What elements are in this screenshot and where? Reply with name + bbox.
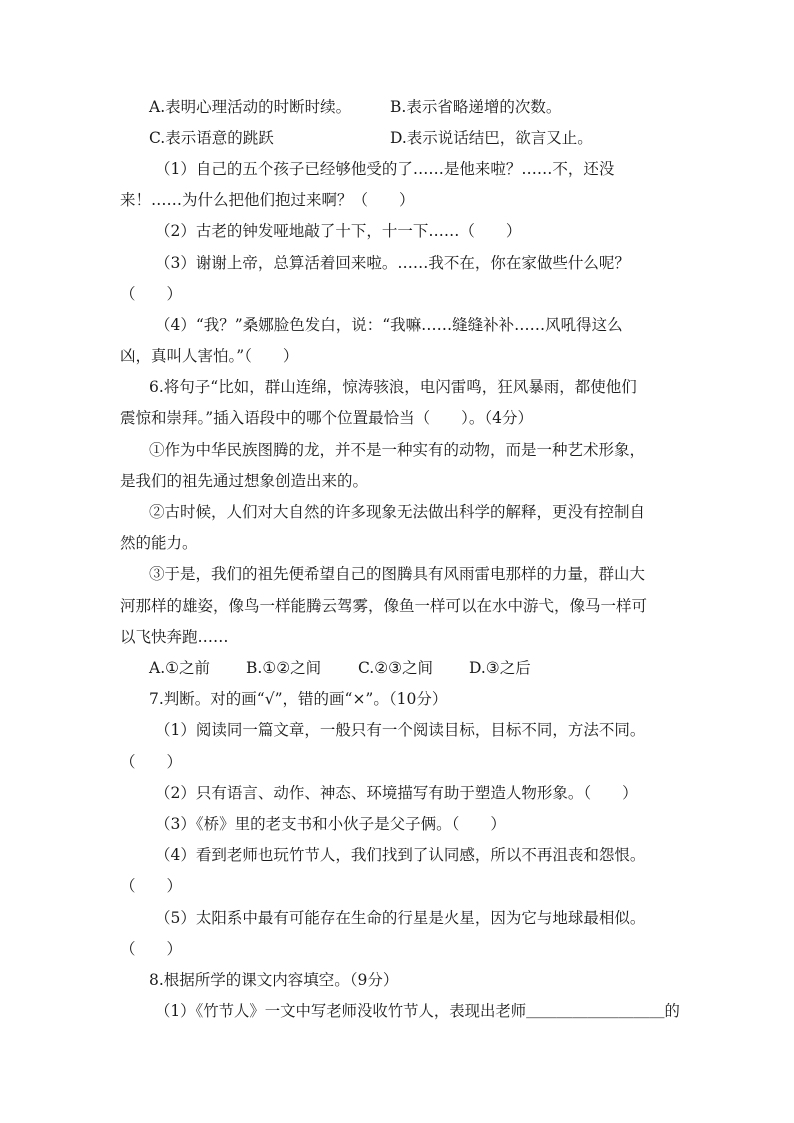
q5-item3-line2: （ ） (120, 285, 183, 303)
q7-item1-line1: （1）阅读同一篇文章，一般只有一个阅读目标，目标不同，方法不同。 (155, 721, 646, 739)
q5-item3-line1: （3）谢谢上帝，总算活着回来啦。……我不在，你在家做些什么呢？ (155, 254, 630, 272)
q7-item3: （3）《桥》里的老支书和小伙子是父子俩。（ ） (155, 815, 506, 833)
q5-option-c: C.表示语意的跳跃 (149, 129, 274, 147)
q5-option-a: A.表明心理活动的时断时续。 (149, 98, 352, 116)
q7-item2: （2）只有语言、动作、神态、环境描写有助于塑造人物形象。（ ） (155, 784, 638, 802)
q6-option-a: A.①之前 (149, 659, 211, 677)
q7-item4-line2: （ ） (120, 877, 183, 895)
q8-item1-line1: （1）《竹节人》一文中写老师没收竹节人，表现出老师＿＿＿＿＿＿＿＿＿的 (155, 1002, 680, 1020)
q6-paragraph1-line2: 是我们的祖先通过想象创造出来的。 (120, 472, 369, 490)
q5-item1-line1: （1）自己的五个孩子已经够他受的了……是他来啦？……不，还没 (155, 160, 615, 178)
q6-paragraph3-line2: 河那样的雄姿，像鸟一样能腾云驾雾，像鱼一样可以在水中游弋，像马一样可 (120, 597, 648, 615)
q6-stem-line1: 6.将句子“比如，群山连绵，惊涛骇浪，电闪雷鸣，狂风暴雨，都使他们 (149, 378, 637, 396)
q6-paragraph3-line3: 以飞快奔跑…… (120, 628, 229, 646)
q5-item2: （2）古老的钟发哑地敲了十下，十一下……（ ） (155, 222, 522, 240)
q7-item5-line2: （ ） (120, 940, 183, 958)
q5-item1-line2: 来！……为什么把他们抱过来啊？（ ） (120, 191, 415, 209)
q6-option-d: D.③之后 (469, 659, 531, 677)
q6-paragraph2-line2: 然的能力。 (120, 534, 198, 552)
q6-stem-line2: 震惊和崇拜。”插入语段中的哪个位置最恰当（ ）。（4分） (120, 409, 534, 427)
q6-option-c: C.②③之间 (358, 659, 434, 677)
q6-paragraph3-line1: ③于是，我们的祖先便希望自己的图腾具有风雨雷电那样的力量，群山大 (149, 565, 646, 583)
q6-paragraph2-line1: ②古时候，人们对大自然的许多现象无法做出科学的解释，更没有控制自 (149, 503, 646, 521)
q7-item4-line1: （4）看到老师也玩竹节人，我们找到了认同感，所以不再沮丧和怨恨。 (155, 846, 646, 864)
q5-item4-line2: 凶，真叫人害怕。”（ ） (120, 347, 299, 365)
q6-option-b: B.①②之间 (246, 659, 322, 677)
q5-option-b: B.表示省略递增的次数。 (390, 98, 562, 116)
q5-option-d: D.表示说话结巴，欲言又止。 (390, 129, 593, 147)
q6-paragraph1-line1: ①作为中华民族图腾的龙，并不是一种实有的动物，而是一种艺术形象， (149, 441, 646, 459)
q5-item4-line1: （4）“我？”桑娜脸色发白，说：“我嘛……缝缝补补……风吼得这么 (155, 316, 623, 334)
q7-item5-line1: （5）太阳系中最有可能存在生命的行星是火星，因为它与地球最相似。 (155, 909, 646, 927)
q8-stem: 8.根据所学的课文内容填空。（9分） (149, 971, 399, 989)
q7-item1-line2: （ ） (120, 753, 183, 771)
q7-stem: 7.判断。对的画“√”，错的画“×”。（10分） (149, 690, 448, 708)
